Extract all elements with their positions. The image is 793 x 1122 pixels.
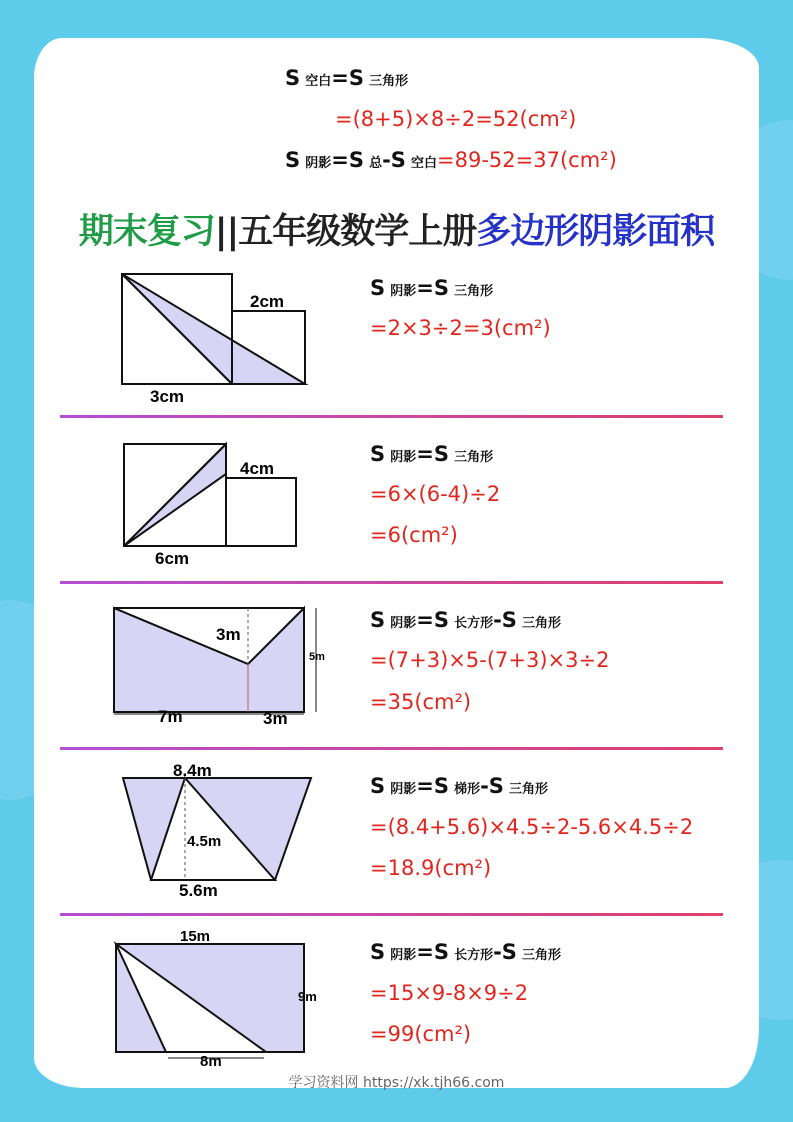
figure-4 [115, 758, 320, 900]
problem-4-line-2: =18.9(cm²) [370, 856, 492, 880]
problem-5-formula: S 阴影=S 长方形-S 三角形 [370, 940, 562, 964]
figure-1 [110, 268, 325, 408]
header-line-1: S 空白=S 三角形 [285, 66, 409, 90]
divider [60, 747, 723, 750]
label-3m-height: 3m [216, 625, 241, 644]
problem-1-line-1: =2×3÷2=3(cm²) [370, 316, 551, 340]
label-3m-base: 3m [263, 709, 288, 728]
problem-1-formula: S 阴影=S 三角形 [370, 276, 494, 300]
label-2cm: 2cm [250, 292, 285, 311]
problem-5-line-1: =15×9-8×9÷2 [370, 981, 529, 1005]
problem-4-line-1: =(8.4+5.6)×4.5÷2-5.6×4.5÷2 [370, 815, 694, 839]
label-6cm: 6cm [155, 549, 190, 568]
label-3cm: 3cm [150, 387, 185, 406]
label-7m: 7m [158, 707, 183, 726]
label-5m: 5m [309, 651, 325, 663]
label-8.4m: 8.4m [173, 761, 212, 780]
label-8m: 8m [200, 1053, 222, 1070]
header-line-3: S 阴影=S 总-S 空白=89-52=37(cm²) [285, 148, 617, 172]
label-9m: 9m [298, 989, 317, 1004]
problem-3-line-1: =(7+3)×5-(7+3)×3÷2 [370, 648, 610, 672]
header-line-2: =(8+5)×8÷2=52(cm²) [335, 107, 577, 131]
problem-3-line-2: =35(cm²) [370, 690, 472, 714]
problem-3-formula: S 阴影=S 长方形-S 三角形 [370, 608, 562, 632]
problem-2-line-1: =6×(6-4)÷2 [370, 482, 501, 506]
label-4.5m: 4.5m [187, 833, 222, 850]
label-15m: 15m [180, 928, 211, 945]
page-title: 期末复习||五年级数学上册多边形阴影面积 [78, 212, 715, 252]
figure-2 [110, 436, 310, 571]
divider [60, 581, 723, 584]
problem-2-formula: S 阴影=S 三角形 [370, 442, 494, 466]
label-4cm: 4cm [240, 459, 275, 478]
problem-5-line-2: =99(cm²) [370, 1022, 472, 1046]
problem-4-formula: S 阴影=S 梯形-S 三角形 [370, 774, 549, 798]
figure-3 [108, 602, 333, 730]
divider [60, 415, 723, 418]
label-5.6m: 5.6m [179, 881, 218, 900]
footer-watermark: 学习资料网 https://xk.tjh66.com [288, 1075, 505, 1091]
divider [60, 913, 723, 916]
figure-5 [108, 928, 323, 1070]
problem-2-line-2: =6(cm²) [370, 523, 458, 547]
